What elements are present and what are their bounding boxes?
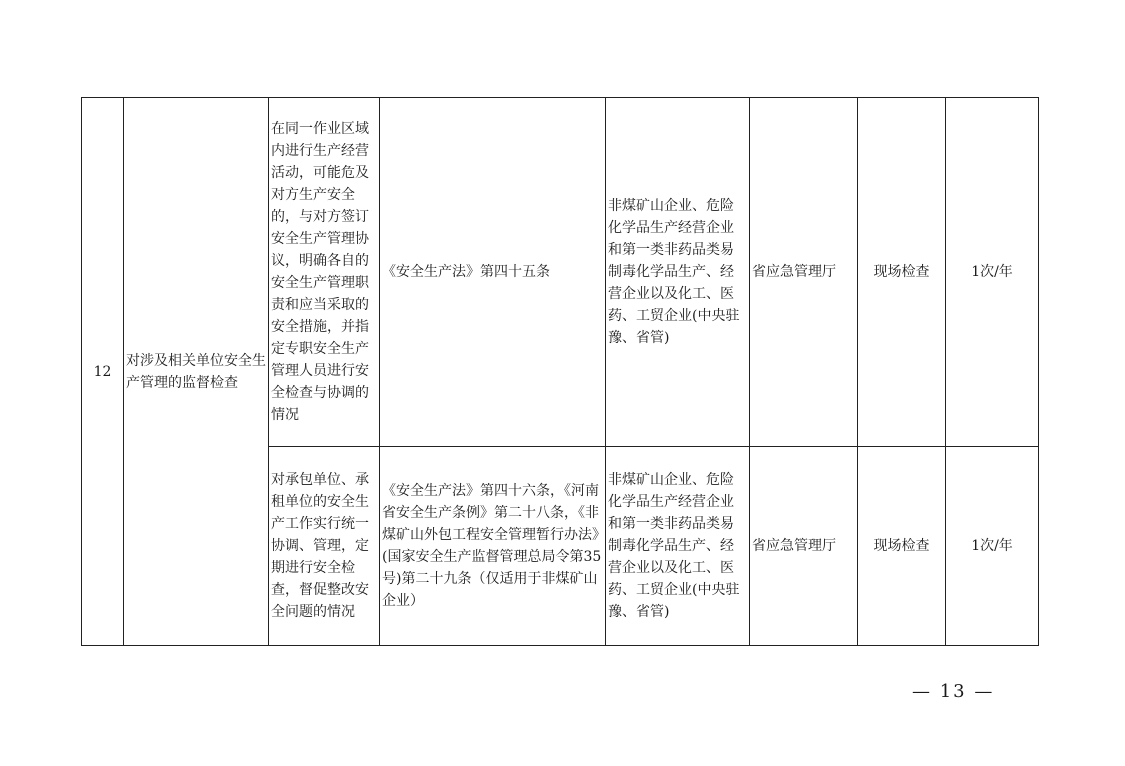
inspection-target: 非煤矿山企业、危险化学品生产经营企业和第一类非药品类易制毒化学品生产、经营企业以及化工、医药、工贸企业(中央驻豫、省管) <box>606 98 750 447</box>
legal-basis: 《安全生产法》第四十五条 <box>380 98 606 447</box>
inspection-target: 非煤矿山企业、危险化学品生产经营企业和第一类非药品类易制毒化学品生产、经营企业以及化工、医药、工贸企业(中央驻豫、省管) <box>606 447 750 646</box>
row-number: 12 <box>82 98 124 646</box>
inspection-table <box>81 97 1039 646</box>
table-row <box>82 98 1039 447</box>
inspection-frequency: 1次/年 <box>946 447 1039 646</box>
responsible-department: 省应急管理厅 <box>750 98 858 447</box>
legal-basis: 《安全生产法》第四十六条，《河南省安全生产条例》第二十八条，《非煤矿山外包工程安全管理暂行办法》(国家安全生产监督管理总局令第35号)第二十九条（仅适用于非煤矿山企业） <box>380 447 606 646</box>
page-number: — 13 — <box>912 681 995 702</box>
inspection-method: 现场检查 <box>858 98 946 447</box>
responsible-department: 省应急管理厅 <box>750 447 858 646</box>
inspection-item: 对涉及相关单位安全生产管理的监督检查 <box>124 98 269 646</box>
inspection-content: 在同一作业区域内进行生产经营活动，可能危及对方生产安全的，与对方签订安全生产管理协议，明确各自的安全生产管理职责和应当采取的安全措施，并指定专职安全生产管理人员进行安全检查与协调的情况 <box>269 98 380 447</box>
inspection-frequency: 1次/年 <box>946 98 1039 447</box>
inspection-method: 现场检查 <box>858 447 946 646</box>
inspection-content: 对承包单位、承租单位的安全生产工作实行统一协调、管理，定期进行安全检查，督促整改安全问题的情况 <box>269 447 380 646</box>
